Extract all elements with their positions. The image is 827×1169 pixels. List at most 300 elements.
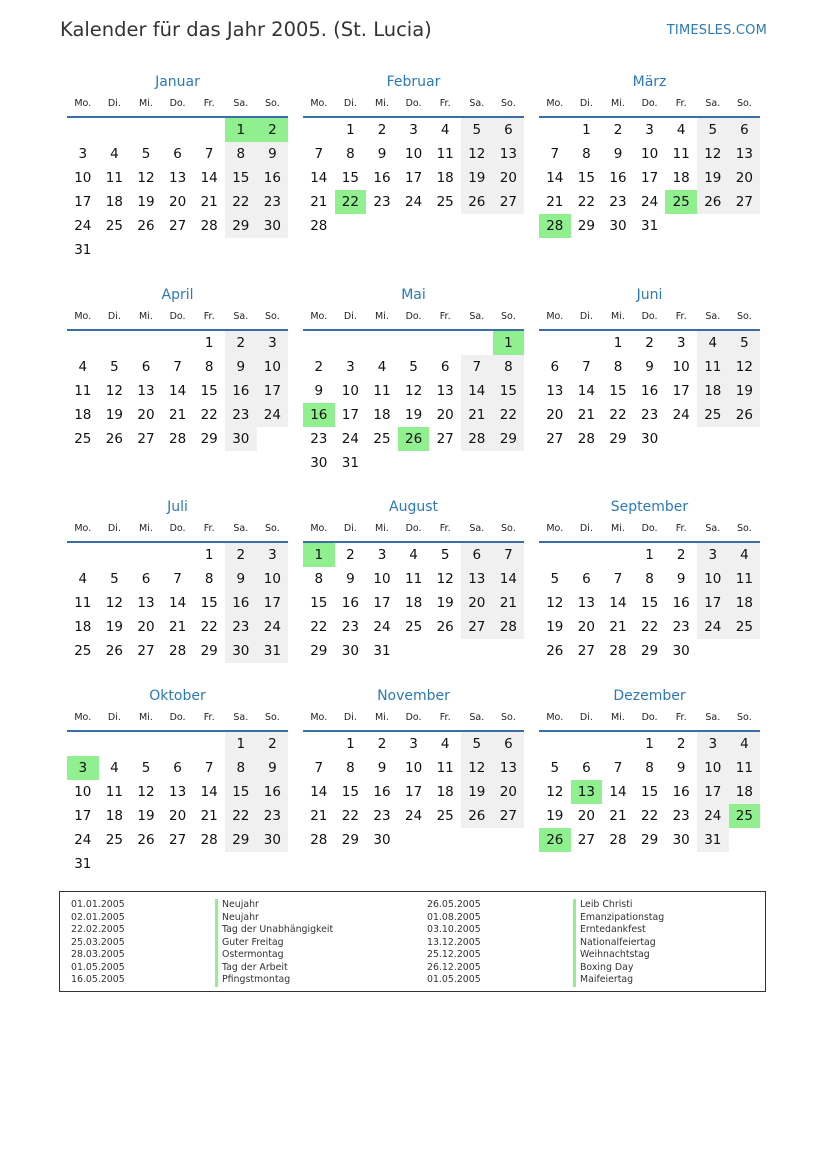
- day-cell: 24: [341, 431, 359, 447]
- day-cell: 13: [493, 142, 525, 166]
- holiday-date: 01.05.2005: [427, 974, 481, 985]
- weekday-header: Mi.: [611, 98, 625, 109]
- day-cell: 3: [645, 122, 654, 138]
- day-cell: 12: [137, 784, 155, 800]
- day-cell: 1: [303, 543, 335, 567]
- day-cell: 7: [613, 571, 623, 587]
- day-cell: 20: [577, 619, 595, 635]
- day-cell: 31: [74, 856, 92, 872]
- day-cell: 4: [440, 122, 450, 138]
- day-cell: 18: [436, 170, 454, 186]
- day-cell: 31: [697, 828, 729, 852]
- day-cell: 25: [105, 218, 123, 234]
- holiday-date: 03.10.2005: [427, 924, 481, 935]
- holiday-date: 25.12.2005: [427, 949, 481, 960]
- day-cell: 22: [310, 619, 328, 635]
- holiday-date: 16.05.2005: [71, 974, 125, 985]
- day-cell: 1: [645, 736, 654, 752]
- month-name: Juli: [167, 499, 188, 515]
- day-cell: 20: [461, 591, 493, 615]
- month-name: Januar: [155, 74, 200, 90]
- day-cell: 2: [645, 335, 654, 351]
- day-cell: 21: [310, 808, 328, 824]
- day-cell: 23: [641, 407, 659, 423]
- day-cell: 25: [105, 832, 123, 848]
- day-cell: 11: [729, 567, 761, 591]
- weekday-header: Sa.: [233, 712, 249, 723]
- day-cell: 15: [200, 595, 218, 611]
- month-name: Mai: [401, 287, 426, 303]
- day-cell: 24: [405, 194, 423, 210]
- weekday-header: Do.: [169, 311, 186, 322]
- holiday-name: Pfingstmontag: [215, 974, 333, 987]
- day-cell: 29: [310, 643, 328, 659]
- day-cell: 31: [373, 643, 391, 659]
- day-cell: 18: [436, 784, 454, 800]
- day-cell: 13: [169, 784, 187, 800]
- holiday-dates-col-2: [427, 899, 481, 987]
- day-cell: 23: [257, 804, 289, 828]
- day-cell: 6: [461, 543, 493, 567]
- weekday-header: Di.: [343, 712, 357, 723]
- day-cell: 2: [225, 543, 257, 567]
- day-cell: 24: [672, 407, 690, 423]
- day-cell: 6: [173, 760, 182, 776]
- month-name: September: [610, 499, 689, 515]
- day-cell: 13: [137, 383, 155, 399]
- day-cell: 2: [676, 547, 686, 563]
- weekday-header: Fr.: [203, 523, 215, 534]
- day-cell: 22: [609, 407, 627, 423]
- day-cell: 9: [613, 146, 623, 162]
- day-cell: 3: [676, 335, 686, 351]
- holiday-name: Ostermontag: [215, 949, 333, 962]
- day-cell: 14: [310, 784, 328, 800]
- month-name: März: [632, 74, 667, 90]
- day-cell: 6: [440, 359, 450, 375]
- day-cell: 5: [697, 118, 729, 142]
- holiday-name: Nationalfeiertag: [573, 937, 664, 950]
- day-cell: 22: [335, 190, 367, 214]
- day-cell: 2: [314, 359, 324, 375]
- day-cell: 5: [461, 732, 493, 756]
- day-cell: 16: [341, 595, 359, 611]
- day-cell: 19: [436, 595, 454, 611]
- month-name: Dezember: [613, 688, 686, 704]
- day-cell: 30: [310, 455, 328, 471]
- weekday-header: Mo.: [74, 311, 92, 322]
- weekday-header: Mi.: [139, 523, 153, 534]
- weekday-header: So.: [265, 98, 280, 109]
- day-cell: 5: [141, 146, 151, 162]
- weekday-header: Do.: [405, 311, 422, 322]
- day-cell: 2: [257, 732, 289, 756]
- day-cell: 3: [257, 331, 289, 355]
- day-cell: 27: [729, 190, 761, 214]
- day-cell: 11: [672, 146, 690, 162]
- day-cell: 24: [697, 804, 729, 828]
- weekday-header: So.: [501, 98, 516, 109]
- weekday-header: Mo.: [310, 98, 328, 109]
- weekday-header: So.: [737, 311, 752, 322]
- day-cell: 2: [346, 547, 355, 563]
- day-cell: 7: [314, 146, 324, 162]
- holiday-name: Erntedankfest: [573, 924, 664, 937]
- day-cell: 28: [609, 832, 627, 848]
- day-cell: 4: [110, 146, 119, 162]
- day-cell: 15: [641, 595, 659, 611]
- day-cell: 20: [493, 780, 525, 804]
- day-cell: 26: [137, 832, 155, 848]
- weekday-header: Di.: [579, 311, 593, 322]
- day-cell: 24: [74, 832, 92, 848]
- day-cell: 8: [204, 359, 214, 375]
- day-cell: 12: [546, 784, 564, 800]
- weekday-header: Sa.: [469, 712, 485, 723]
- day-cell: 17: [257, 591, 289, 615]
- day-cell: 24: [373, 619, 391, 635]
- day-cell: 27: [577, 643, 595, 659]
- day-cell: 6: [582, 571, 591, 587]
- day-cell: 23: [225, 615, 257, 639]
- weekday-header: Do.: [641, 523, 658, 534]
- day-cell: 3: [257, 543, 289, 567]
- day-cell: 1: [225, 732, 257, 756]
- day-cell: 8: [493, 355, 525, 379]
- holiday-date: 13.12.2005: [427, 936, 481, 948]
- day-cell: 4: [676, 122, 686, 138]
- day-cell: 18: [74, 619, 92, 635]
- day-cell: 21: [577, 407, 595, 423]
- holiday-name: Tag der Unabhängigkeit: [215, 924, 333, 937]
- day-cell: 17: [672, 383, 690, 399]
- weekday-header: Do.: [405, 98, 422, 109]
- day-cell: 16: [257, 166, 289, 190]
- day-cell: 22: [577, 194, 595, 210]
- day-cell: 29: [493, 427, 525, 451]
- day-cell: 15: [577, 170, 595, 186]
- holiday-dates-col-1: [71, 899, 125, 987]
- weekday-header: Mo.: [310, 523, 328, 534]
- day-cell: 16: [373, 784, 391, 800]
- day-cell: 29: [641, 832, 659, 848]
- day-cell: 13: [493, 756, 525, 780]
- weekday-header: Do.: [169, 712, 186, 723]
- day-cell: 9: [377, 146, 387, 162]
- day-cell: 21: [169, 619, 187, 635]
- day-cell: 13: [571, 780, 603, 804]
- day-cell: 14: [200, 784, 218, 800]
- day-cell: 27: [169, 832, 187, 848]
- weekday-header: Do.: [641, 311, 658, 322]
- holiday-date: 25.03.2005: [71, 936, 125, 948]
- weekday-header: Do.: [641, 712, 658, 723]
- day-cell: 4: [697, 331, 729, 355]
- day-cell: 3: [697, 732, 729, 756]
- day-cell: 10: [74, 784, 92, 800]
- day-cell: 8: [346, 760, 355, 776]
- day-cell: 22: [641, 619, 659, 635]
- weekday-header: So.: [737, 523, 752, 534]
- day-cell: 11: [697, 355, 729, 379]
- day-cell: 16: [225, 379, 257, 403]
- day-cell: 19: [461, 780, 493, 804]
- day-cell: 7: [550, 146, 560, 162]
- day-cell: 22: [641, 808, 659, 824]
- day-cell: 23: [373, 808, 391, 824]
- day-cell: 6: [141, 571, 151, 587]
- holiday-name: Emanzipationstag: [573, 912, 664, 925]
- day-cell: 9: [377, 760, 387, 776]
- weekday-header: Mo.: [546, 311, 564, 322]
- day-cell: 7: [173, 571, 182, 587]
- day-cell: 7: [613, 760, 623, 776]
- day-cell: 2: [676, 736, 686, 752]
- day-cell: 23: [672, 808, 690, 824]
- day-cell: 11: [729, 756, 761, 780]
- day-cell: 26: [398, 427, 430, 451]
- day-cell: 14: [546, 170, 564, 186]
- day-cell: 23: [310, 431, 328, 447]
- day-cell: 7: [461, 355, 493, 379]
- day-cell: 16: [641, 383, 659, 399]
- weekday-header: Sa.: [469, 523, 485, 534]
- holiday-names-col-1: [215, 899, 333, 987]
- day-cell: 19: [137, 194, 155, 210]
- day-cell: 29: [577, 218, 595, 234]
- day-cell: 2: [225, 331, 257, 355]
- day-cell: 16: [225, 591, 257, 615]
- day-cell: 11: [373, 383, 391, 399]
- day-cell: 24: [697, 615, 729, 639]
- day-cell: 29: [200, 643, 218, 659]
- day-cell: 20: [729, 166, 761, 190]
- day-cell: 5: [110, 571, 119, 587]
- day-cell: 31: [257, 639, 289, 663]
- day-cell: 6: [493, 732, 525, 756]
- day-cell: 20: [169, 194, 187, 210]
- weekday-header: Di.: [107, 98, 121, 109]
- day-cell: 12: [729, 355, 761, 379]
- day-cell: 16: [672, 784, 690, 800]
- day-cell: 27: [493, 804, 525, 828]
- day-cell: 19: [729, 379, 761, 403]
- day-cell: 14: [609, 784, 627, 800]
- day-cell: 30: [257, 214, 289, 238]
- day-cell: 10: [405, 760, 423, 776]
- day-cell: 18: [729, 780, 761, 804]
- day-cell: 12: [546, 595, 564, 611]
- day-cell: 11: [105, 170, 123, 186]
- day-cell: 7: [493, 543, 525, 567]
- weekday-header: Do.: [169, 98, 186, 109]
- day-cell: 23: [257, 190, 289, 214]
- day-cell: 16: [672, 595, 690, 611]
- day-cell: 26: [137, 218, 155, 234]
- day-cell: 26: [697, 190, 729, 214]
- day-cell: 20: [169, 808, 187, 824]
- day-cell: 18: [672, 170, 690, 186]
- day-cell: 5: [409, 359, 418, 375]
- day-cell: 21: [200, 194, 218, 210]
- weekday-header: Di.: [107, 523, 121, 534]
- day-cell: 28: [200, 218, 218, 234]
- day-cell: 26: [729, 403, 761, 427]
- weekday-header: Fr.: [203, 98, 215, 109]
- day-cell: 24: [257, 615, 289, 639]
- day-cell: 20: [137, 619, 155, 635]
- day-cell: 26: [539, 828, 571, 852]
- day-cell: 1: [204, 547, 214, 563]
- day-cell: 24: [641, 194, 659, 210]
- weekday-header: Sa.: [233, 311, 249, 322]
- weekday-header: Fr.: [439, 712, 451, 723]
- day-cell: 10: [405, 146, 423, 162]
- day-cell: 30: [672, 643, 690, 659]
- day-cell: 30: [609, 218, 627, 234]
- day-cell: 18: [373, 407, 391, 423]
- day-cell: 20: [577, 808, 595, 824]
- day-cell: 17: [74, 194, 92, 210]
- day-cell: 12: [697, 142, 729, 166]
- day-cell: 15: [641, 784, 659, 800]
- weekday-header: Mo.: [74, 712, 92, 723]
- day-cell: 19: [405, 407, 423, 423]
- weekday-header: So.: [737, 98, 752, 109]
- holiday-name: Leib Christi: [573, 899, 664, 912]
- day-cell: 3: [67, 756, 99, 780]
- holiday-name: Neujahr: [215, 912, 333, 925]
- day-cell: 23: [341, 619, 359, 635]
- day-cell: 12: [461, 756, 493, 780]
- day-cell: 28: [493, 615, 525, 639]
- weekday-header: Fr.: [439, 523, 451, 534]
- day-cell: 6: [729, 118, 761, 142]
- weekday-header: Mo.: [74, 98, 92, 109]
- day-cell: 21: [310, 194, 328, 210]
- day-cell: 10: [257, 355, 289, 379]
- day-cell: 29: [225, 828, 257, 852]
- weekday-header: Mo.: [546, 523, 564, 534]
- holiday-names-col-2: [573, 899, 664, 987]
- day-cell: 7: [173, 359, 182, 375]
- day-cell: 21: [493, 591, 525, 615]
- day-cell: 5: [550, 571, 560, 587]
- day-cell: 22: [493, 403, 525, 427]
- day-cell: 6: [550, 359, 560, 375]
- day-cell: 12: [405, 383, 423, 399]
- weekday-header: Sa.: [705, 98, 721, 109]
- weekday-header: Mi.: [375, 311, 389, 322]
- day-cell: 1: [204, 335, 214, 351]
- day-cell: 8: [314, 571, 324, 587]
- holiday-name: Boxing Day: [573, 962, 664, 975]
- day-cell: 28: [200, 832, 218, 848]
- day-cell: 14: [461, 379, 493, 403]
- day-cell: 21: [546, 194, 564, 210]
- weekday-header: Mi.: [611, 311, 625, 322]
- weekday-header: Sa.: [705, 523, 721, 534]
- day-cell: 11: [74, 383, 92, 399]
- day-cell: 25: [74, 431, 92, 447]
- holiday-name: Guter Freitag: [215, 937, 333, 950]
- day-cell: 12: [436, 571, 454, 587]
- day-cell: 16: [303, 403, 335, 427]
- holiday-name: Weihnachtstag: [573, 949, 664, 962]
- day-cell: 8: [645, 760, 654, 776]
- day-cell: 28: [310, 218, 328, 234]
- day-cell: 9: [645, 359, 654, 375]
- day-cell: 19: [546, 619, 564, 635]
- day-cell: 10: [697, 567, 729, 591]
- day-cell: 10: [341, 383, 359, 399]
- day-cell: 3: [697, 543, 729, 567]
- day-cell: 19: [105, 407, 123, 423]
- day-cell: 4: [729, 543, 761, 567]
- day-cell: 28: [577, 431, 595, 447]
- day-cell: 17: [373, 595, 391, 611]
- day-cell: 22: [225, 804, 257, 828]
- day-cell: 11: [74, 595, 92, 611]
- day-cell: 2: [377, 122, 387, 138]
- day-cell: 10: [257, 567, 289, 591]
- weekday-header: So.: [265, 311, 280, 322]
- weekday-header: Sa.: [705, 712, 721, 723]
- day-cell: 27: [169, 218, 187, 234]
- month-name: November: [377, 688, 450, 704]
- weekday-header: So.: [737, 712, 752, 723]
- day-cell: 27: [137, 643, 155, 659]
- day-cell: 18: [74, 407, 92, 423]
- day-cell: 26: [461, 804, 493, 828]
- weekday-header: Di.: [343, 98, 357, 109]
- day-cell: 13: [461, 567, 493, 591]
- day-cell: 25: [405, 619, 423, 635]
- day-cell: 13: [546, 383, 564, 399]
- day-cell: 9: [314, 383, 324, 399]
- day-cell: 15: [225, 166, 257, 190]
- weekday-header: Sa.: [705, 311, 721, 322]
- day-cell: 28: [169, 431, 187, 447]
- day-cell: 17: [405, 784, 423, 800]
- month-name: Februar: [386, 74, 441, 90]
- day-cell: 12: [105, 383, 123, 399]
- day-cell: 11: [436, 760, 454, 776]
- day-cell: 19: [461, 166, 493, 190]
- day-cell: 5: [440, 547, 450, 563]
- weekday-header: Mo.: [310, 311, 328, 322]
- day-cell: 1: [493, 331, 525, 355]
- day-cell: 14: [169, 383, 187, 399]
- weekday-header: Do.: [405, 712, 422, 723]
- weekday-header: Mo.: [546, 98, 564, 109]
- day-cell: 30: [257, 828, 289, 852]
- day-cell: 8: [346, 146, 355, 162]
- day-cell: 11: [436, 146, 454, 162]
- day-cell: 25: [665, 190, 697, 214]
- day-cell: 3: [409, 736, 418, 752]
- day-cell: 17: [341, 407, 359, 423]
- weekday-header: Fr.: [675, 311, 687, 322]
- day-cell: 8: [204, 571, 214, 587]
- day-cell: 29: [609, 431, 627, 447]
- brand-link[interactable]: TIMESLES.COM: [666, 23, 767, 38]
- holiday-date: 02.01.2005: [71, 911, 125, 923]
- day-cell: 14: [200, 170, 218, 186]
- header-rule: [303, 329, 524, 331]
- day-cell: 14: [609, 595, 627, 611]
- weekday-header: Di.: [343, 523, 357, 534]
